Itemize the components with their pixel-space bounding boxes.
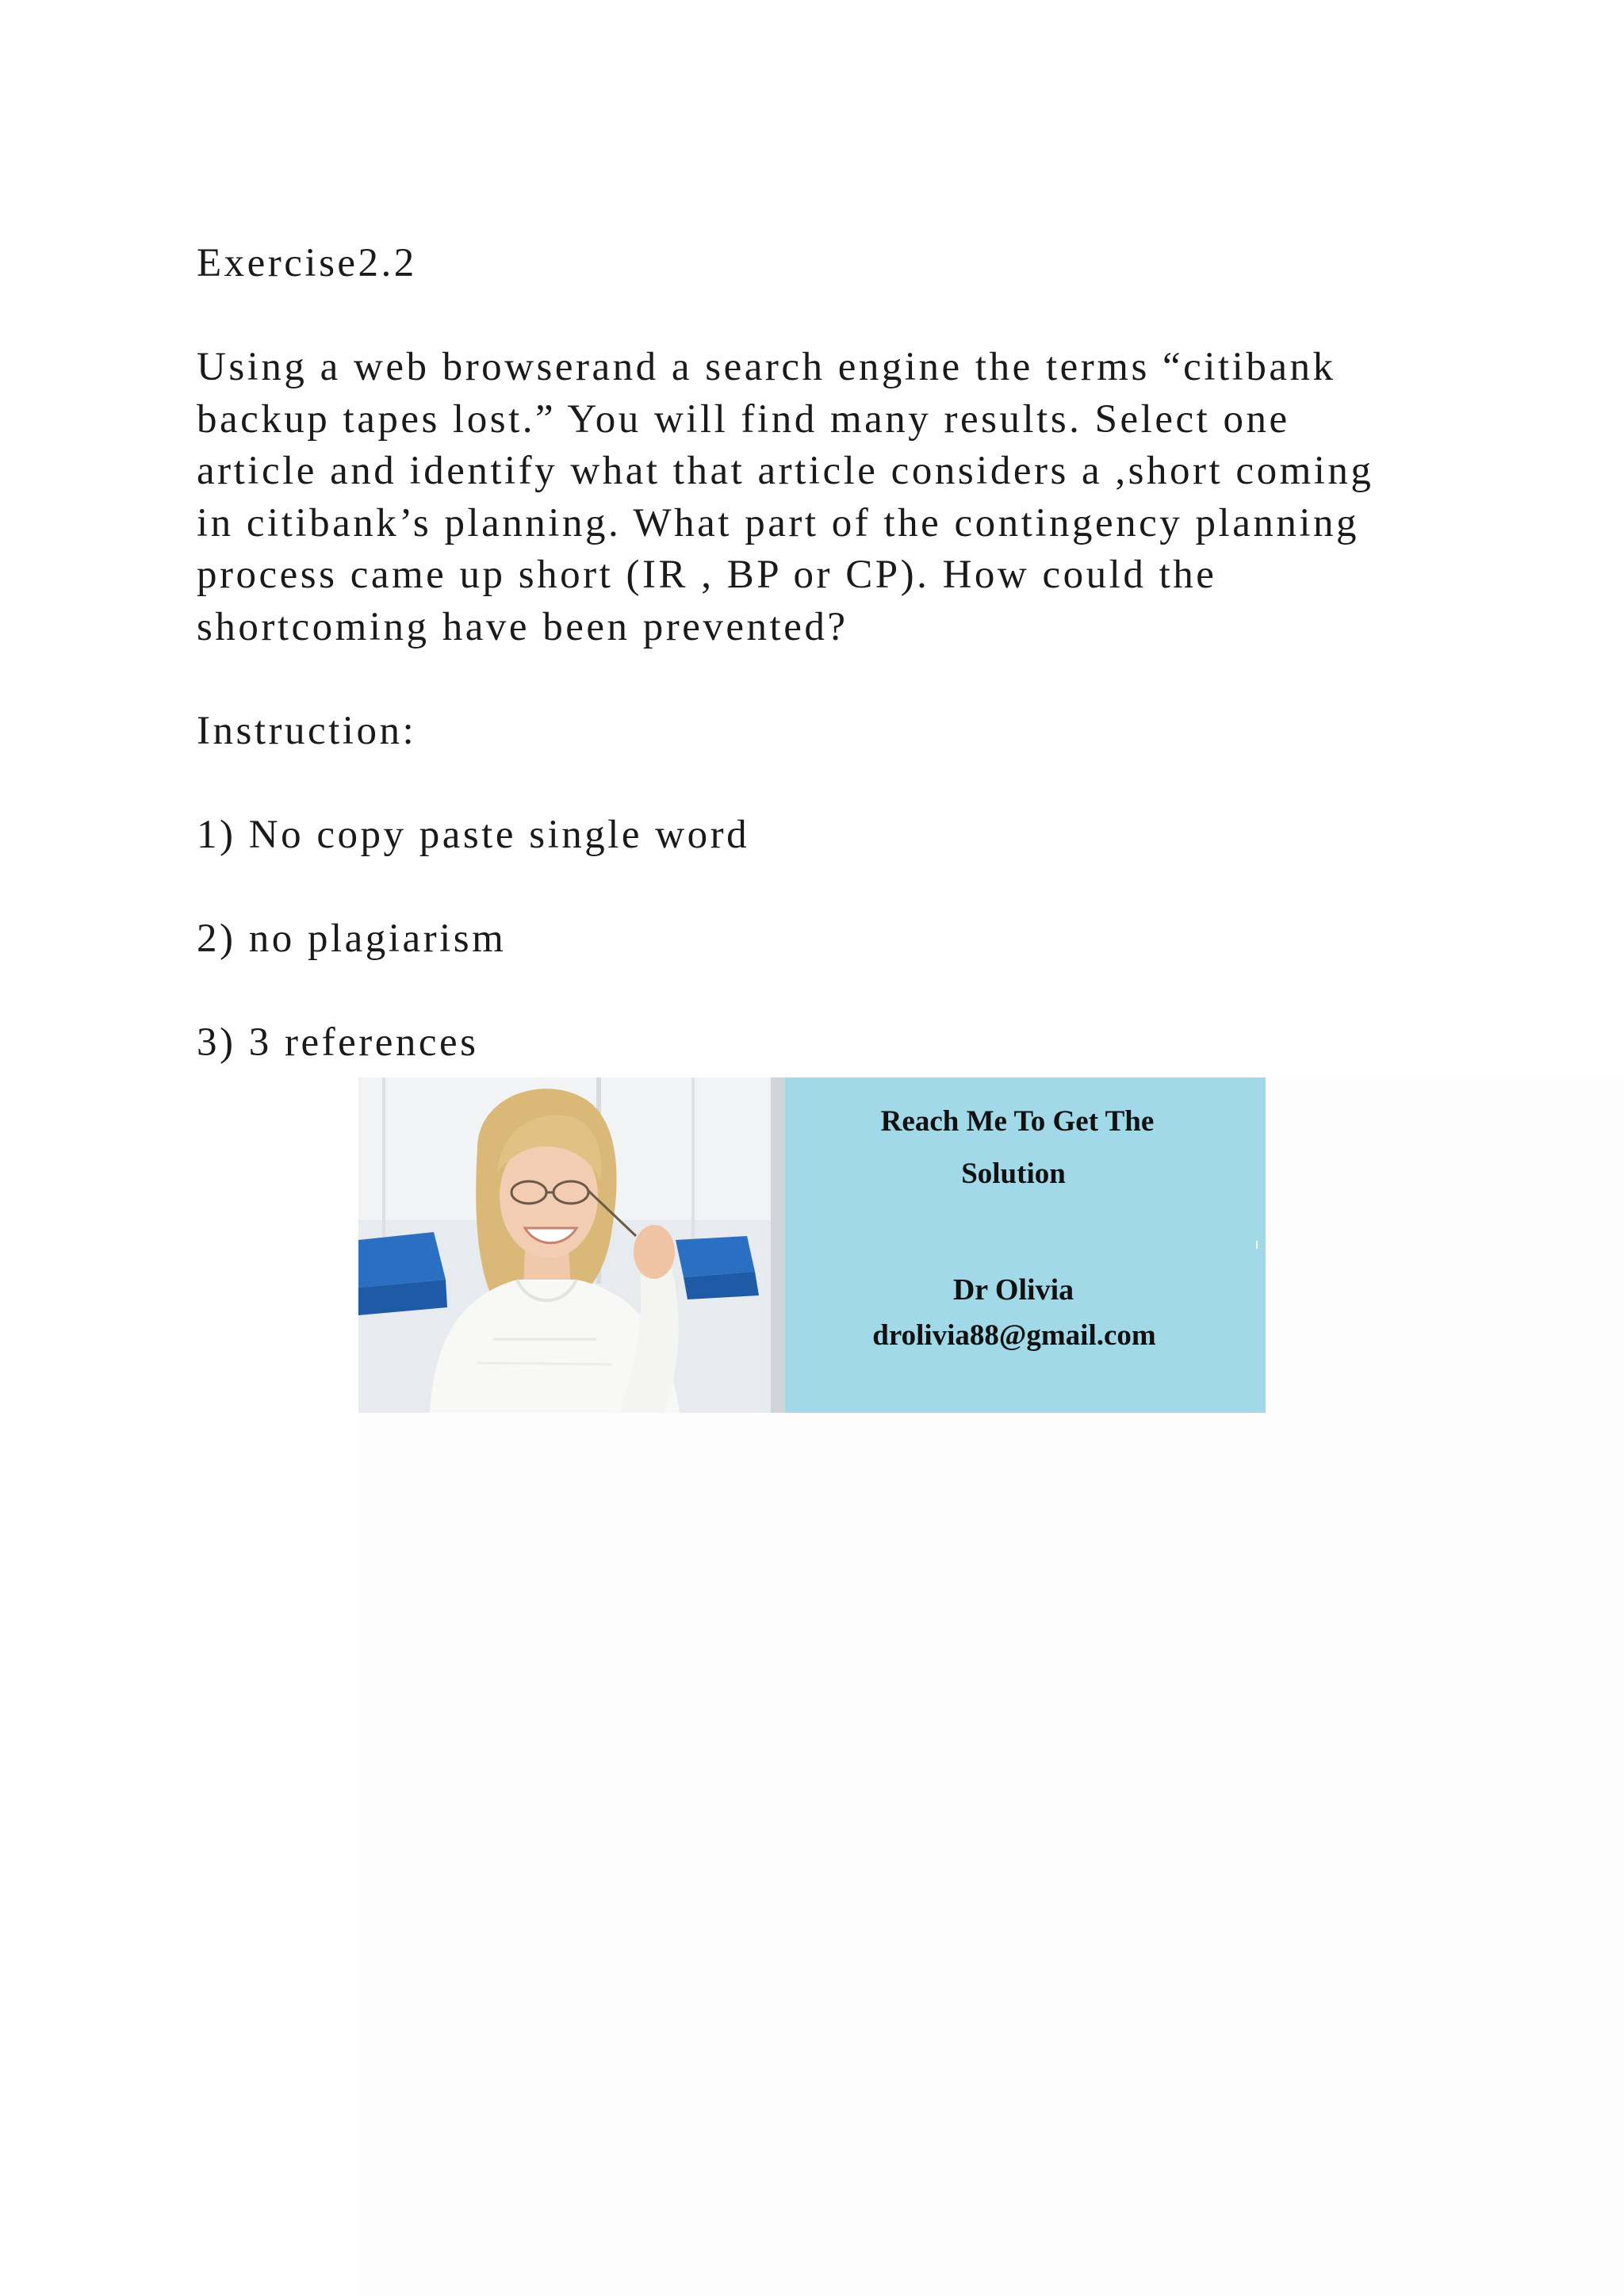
contact-card <box>785 1077 1266 1413</box>
woman-portrait-image <box>358 1077 785 1413</box>
question-line: shortcoming have been prevented? <box>197 604 848 649</box>
contact-banner <box>358 1077 1266 1413</box>
question-line: article and identify what that article considers a ,short coming <box>197 449 1374 493</box>
instruction-item-2: 2) no plagiarism <box>197 916 507 961</box>
portrait-illustration <box>358 1077 785 1413</box>
banner-heading-line2: Solution <box>961 1158 1066 1190</box>
instruction-heading: Instruction: <box>197 708 417 753</box>
instruction-item-3: 3) 3 references <box>197 1020 479 1065</box>
banner-heading-line1: Reach Me To Get The <box>880 1105 1155 1138</box>
card-mark <box>1256 1241 1258 1249</box>
question-paragraph <box>197 342 1434 653</box>
contact-name: Dr Olivia <box>952 1273 1074 1307</box>
question-line: in citibank’s planning. What part of the contingency planning <box>197 500 1360 545</box>
exercise-title: Exercise2.2 <box>197 241 417 285</box>
question-line: process came up short (IR , BP or CP). How could the <box>197 553 1217 597</box>
document-body <box>197 238 1434 1069</box>
contact-email: drolivia88@gmail.com <box>872 1319 1156 1352</box>
question-line: backup tapes lost.” You will find many results. Select one <box>197 396 1290 442</box>
instruction-item-1: 1) No copy paste single word <box>197 812 750 857</box>
question-line: Using a web browserand a search engine the terms “citibank <box>197 345 1336 389</box>
